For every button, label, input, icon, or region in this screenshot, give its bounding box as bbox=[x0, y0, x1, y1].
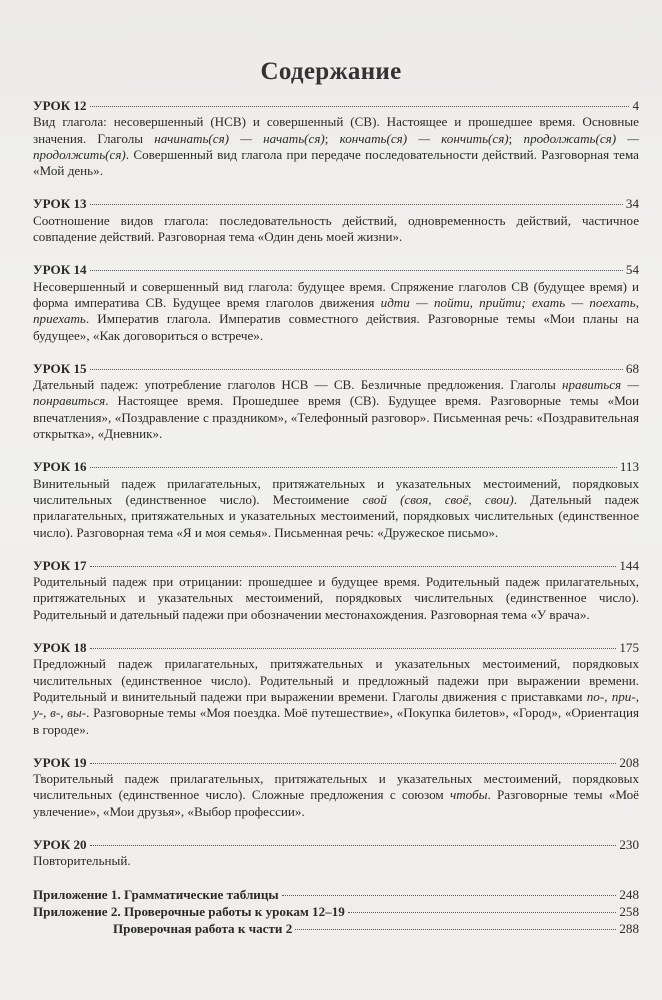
dot-leader bbox=[90, 763, 617, 764]
description-text: ; bbox=[508, 130, 524, 146]
dot-leader bbox=[282, 895, 617, 896]
appendix-label: Приложение 1. Грамматические таблицы bbox=[33, 886, 279, 902]
description-text: Дательный падеж: употребление глаголов НСВ — СВ. Безличные предложения. Глаголы bbox=[33, 377, 563, 393]
description-text: . Дательный падеж прилагательных, притяжательных и указательных местоимений, порядковых числительных (единственное число). Разговорная тема «Я и моя семья». Письменная речь: «Дружеское письмо». bbox=[33, 491, 639, 540]
page-number: 34 bbox=[625, 196, 639, 212]
italic-term: кончать(ся) — кончить(ся) bbox=[339, 130, 509, 146]
description-text: Несовершенный и совершенный вид глагола: будущее время. Спряжение глаголов СВ (будущее время) и форма императива СВ. Будущее время глаголов движения bbox=[33, 278, 639, 310]
appendix-entry[interactable] bbox=[33, 887, 639, 903]
lesson-description bbox=[33, 656, 639, 737]
lesson-label: УРОК 13 bbox=[33, 196, 87, 212]
description-text: Творительный падеж прилагательных, притяжательных и указательных местоимений, порядковых числительных (единственное число). Сложные предложения с союзом bbox=[33, 771, 639, 803]
page-number: 144 bbox=[619, 557, 639, 573]
toc-entry bbox=[33, 640, 639, 738]
description-text: . Настоящее время. Прошедшее время (СВ). Будущее время. Разговорные темы «Мои впечатления», «Поздравление с праздником», «Телефонный разговор». Письменная речь: «Поздравительная открытка», «Дневник». bbox=[33, 393, 639, 442]
lesson-description bbox=[33, 771, 639, 820]
lesson-label: УРОК 14 bbox=[33, 262, 87, 278]
page-number: 175 bbox=[619, 640, 639, 656]
dot-leader bbox=[90, 648, 617, 649]
description-text: ; bbox=[324, 130, 340, 146]
italic-term: начинать(ся) — начать(ся) bbox=[154, 130, 325, 146]
toc-entry bbox=[33, 837, 639, 870]
dot-leader bbox=[90, 566, 617, 567]
appendix-label: Приложение 2. Проверочные работы к урокам 12–19 bbox=[33, 903, 345, 919]
toc-entry bbox=[33, 262, 639, 343]
appendix-entry[interactable] bbox=[33, 904, 639, 920]
lesson-label: УРОК 15 bbox=[33, 360, 87, 376]
page-number: 230 bbox=[619, 836, 639, 852]
page-number: 113 bbox=[619, 459, 639, 475]
appendix-label: Проверочная работа к части 2 bbox=[113, 921, 293, 937]
toc-entry bbox=[33, 361, 639, 442]
dot-leader bbox=[295, 929, 616, 930]
dot-leader bbox=[90, 270, 623, 271]
italic-term: нравиться — понравиться bbox=[33, 377, 639, 409]
toc-entry-header[interactable] bbox=[33, 196, 639, 212]
appendix-entry[interactable] bbox=[33, 921, 639, 937]
description-text: Соотношение видов глагола: последовательность действий, одновременность действий, частичное совпадение действий. Разговорная тема «Один день моей жизни». bbox=[33, 212, 639, 245]
italic-term: свой (своя, своё, свои) bbox=[362, 491, 514, 507]
lesson-description bbox=[33, 476, 639, 541]
lesson-label: УРОК 12 bbox=[33, 98, 87, 113]
page-number: 258 bbox=[619, 903, 639, 919]
page-number: 208 bbox=[619, 754, 639, 770]
lesson-description bbox=[33, 279, 639, 344]
description-text: Родительный падеж при отрицании: прошедшее и будущее время. Родительный падеж прилагательных, притяжательных и указательных местоимений, порядковых числительных (единственное число). Родительный и дательный падежи при обозначении местонахождения. Разговорная тема «У врача». bbox=[33, 574, 639, 622]
toc-entry bbox=[33, 98, 639, 179]
dot-leader bbox=[348, 912, 617, 913]
description-text: Предложный падеж прилагательных, притяжательных и указательных местоимений, порядковых числительных (единственное число). Родительный и предложный падежи при выражении времени. Родительный и винительный падежи при выражении времени. Глаголы движения с приставками bbox=[33, 656, 639, 704]
page-number: 248 bbox=[619, 886, 639, 902]
toc-entry-header[interactable] bbox=[33, 262, 639, 278]
italic-term: по-, при-, у-, в-, вы- bbox=[33, 688, 639, 721]
toc-entry-header[interactable] bbox=[33, 640, 639, 656]
italic-term: идти — пойти, прийти; ехать — поехать, приехать bbox=[33, 294, 639, 327]
description-text: Повторительный. bbox=[33, 853, 131, 869]
toc-entry bbox=[33, 196, 639, 245]
description-text: . Императив глагола. Императив совместного действия. Разговорные темы «Мои планы на будущее», «Как договориться о встрече». bbox=[33, 311, 639, 343]
toc-entry-header[interactable] bbox=[33, 361, 639, 377]
dot-leader bbox=[90, 467, 617, 468]
lesson-label: УРОК 20 bbox=[33, 836, 87, 852]
italic-term: продолжать(ся) — продолжить(ся) bbox=[33, 130, 639, 162]
lesson-label: УРОК 18 bbox=[33, 640, 87, 656]
description-text: . Разговорные темы «Моё увлечение», «Мои друзья», «Выбор профессии». bbox=[33, 787, 639, 819]
lesson-label: УРОК 16 bbox=[33, 459, 87, 475]
page-number: 68 bbox=[625, 360, 639, 376]
lesson-description bbox=[33, 213, 639, 246]
description-text: . Совершенный вид глагола при передаче последовательности действий. Разговорная тема «Мой день». bbox=[33, 146, 639, 179]
dot-leader bbox=[90, 106, 630, 107]
toc-entry-header[interactable] bbox=[33, 459, 639, 475]
dot-leader bbox=[90, 204, 623, 205]
description-text: . Разговорные темы «Моя поездка. Моё путешествие», «Покупка билетов», «Город», «Ориентация в городе». bbox=[33, 705, 639, 737]
toc-entry-header[interactable] bbox=[33, 558, 639, 574]
dot-leader bbox=[90, 369, 623, 370]
appendix-list bbox=[33, 887, 639, 938]
lesson-description bbox=[33, 377, 639, 442]
toc-entry-header[interactable] bbox=[33, 755, 639, 771]
lesson-description bbox=[33, 114, 639, 179]
description-text: Вид глагола: несовершенный (НСВ) и совершенный (СВ). Настоящее и прошедшее время. Основные значения. Глаголы bbox=[33, 114, 639, 146]
table-of-contents bbox=[33, 98, 639, 938]
page-number: 4 bbox=[632, 98, 639, 113]
toc-entry bbox=[33, 755, 639, 820]
toc-entry bbox=[33, 459, 639, 540]
page-number: 54 bbox=[625, 262, 639, 278]
page-number: 288 bbox=[619, 921, 639, 937]
lesson-label: УРОК 19 bbox=[33, 754, 87, 770]
lesson-description bbox=[33, 574, 639, 623]
description-text: Винительный падеж прилагательных, притяжательных и указательных местоимений, порядковых числительных (единственное число). Местоимение bbox=[33, 475, 639, 507]
italic-term: чтобы bbox=[449, 787, 488, 803]
toc-entry-header[interactable] bbox=[33, 98, 639, 114]
toc-entry-header[interactable] bbox=[33, 837, 639, 853]
dot-leader bbox=[90, 845, 617, 846]
toc-entry bbox=[33, 558, 639, 623]
page-title: Содержание bbox=[260, 58, 402, 85]
lesson-description bbox=[33, 853, 639, 869]
lesson-label: УРОК 17 bbox=[33, 557, 87, 573]
